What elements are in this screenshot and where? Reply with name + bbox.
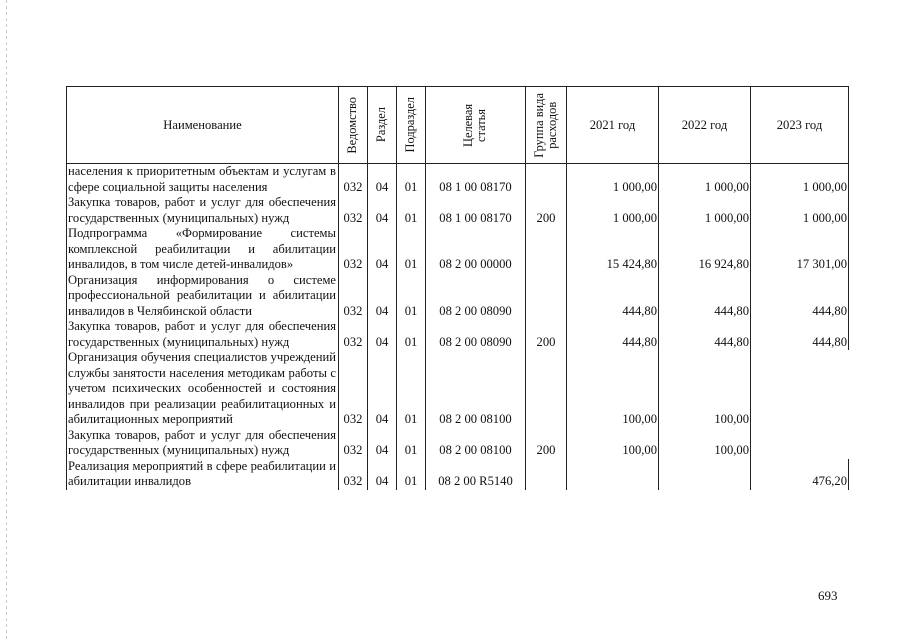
header-2022: 2022 год <box>659 87 751 164</box>
header-gruppa: Группа вида расходов <box>526 87 567 164</box>
table-row <box>67 350 849 428</box>
row-2023: 1 000,00 <box>751 195 849 226</box>
row-podrazdel: 01 <box>397 459 426 490</box>
row-razdel: 04 <box>368 195 397 226</box>
row-2023: 1 000,00 <box>751 164 849 196</box>
row-ved: 032 <box>339 195 368 226</box>
row-2022 <box>659 459 751 490</box>
row-tselevaya: 08 1 00 08170 <box>426 164 526 196</box>
row-gruppa: 200 <box>526 319 567 350</box>
row-2022: 100,00 <box>659 350 751 428</box>
header-name: Наименование <box>67 87 339 164</box>
row-name: населения к приоритетным объектам и услугам в сфере социальной защиты населения <box>67 164 339 196</box>
row-2021 <box>567 459 659 490</box>
row-gruppa <box>526 350 567 428</box>
row-2023 <box>751 428 849 459</box>
row-2021: 15 424,80 <box>567 226 659 273</box>
row-gruppa <box>526 459 567 490</box>
row-tselevaya: 08 2 00 08100 <box>426 350 526 428</box>
table-row <box>67 319 849 350</box>
header-2021: 2021 год <box>567 87 659 164</box>
row-podrazdel: 01 <box>397 164 426 196</box>
table-row <box>67 273 849 320</box>
row-name: Закупка товаров, работ и услуг для обеспечения государственных (муниципальных) нужд <box>67 195 339 226</box>
row-2022: 16 924,80 <box>659 226 751 273</box>
table-row <box>67 164 849 196</box>
row-ved: 032 <box>339 459 368 490</box>
page-number: 693 <box>818 588 838 603</box>
row-gruppa: 200 <box>526 428 567 459</box>
row-ved: 032 <box>339 226 368 273</box>
row-2022: 1 000,00 <box>659 195 751 226</box>
row-tselevaya: 08 2 00 00000 <box>426 226 526 273</box>
row-podrazdel: 01 <box>397 319 426 350</box>
row-name: Подпрограмма «Формирование системы комплексной реабилитации и абилитации инвалидов, в том числе детей-инвалидов» <box>67 226 339 273</box>
table-row <box>67 195 849 226</box>
row-podrazdel: 01 <box>397 195 426 226</box>
row-razdel: 04 <box>368 319 397 350</box>
row-2021: 444,80 <box>567 319 659 350</box>
row-tselevaya: 08 2 00 08090 <box>426 319 526 350</box>
row-2022: 444,80 <box>659 319 751 350</box>
row-gruppa: 200 <box>526 195 567 226</box>
row-tselevaya: 08 2 00 08100 <box>426 428 526 459</box>
header-razdel: Раздел <box>368 87 397 164</box>
row-ved: 032 <box>339 428 368 459</box>
row-name: Организация информирования о системе профессиональной реабилитации и абилитации инвалидов в Челябинской области <box>67 273 339 320</box>
row-tselevaya: 08 2 00 R5140 <box>426 459 526 490</box>
row-razdel: 04 <box>368 273 397 320</box>
row-razdel: 04 <box>368 428 397 459</box>
row-2023: 444,80 <box>751 273 849 320</box>
header-tselevaya: Целевая статья <box>426 87 526 164</box>
row-2023: 476,20 <box>751 459 849 490</box>
row-razdel: 04 <box>368 459 397 490</box>
table-row <box>67 459 849 490</box>
row-2021: 444,80 <box>567 273 659 320</box>
row-ved: 032 <box>339 350 368 428</box>
row-name: Закупка товаров, работ и услуг для обеспечения государственных (муниципальных) нужд <box>67 428 339 459</box>
row-ved: 032 <box>339 164 368 196</box>
row-podrazdel: 01 <box>397 350 426 428</box>
row-gruppa <box>526 273 567 320</box>
row-razdel: 04 <box>368 226 397 273</box>
table-row <box>67 226 849 273</box>
row-gruppa <box>526 164 567 196</box>
row-2023: 444,80 <box>751 319 849 350</box>
row-2021: 100,00 <box>567 428 659 459</box>
row-razdel: 04 <box>368 164 397 196</box>
row-2021: 1 000,00 <box>567 195 659 226</box>
row-2021: 100,00 <box>567 350 659 428</box>
budget-table <box>66 86 849 490</box>
row-2022: 1 000,00 <box>659 164 751 196</box>
row-2022: 444,80 <box>659 273 751 320</box>
scan-edge-line <box>6 0 7 640</box>
row-name: Закупка товаров, работ и услуг для обеспечения государственных (муниципальных) нужд <box>67 319 339 350</box>
table-header-row <box>67 87 849 164</box>
table-row <box>67 428 849 459</box>
header-vedomstvo: Ведомство <box>339 87 368 164</box>
row-razdel: 04 <box>368 350 397 428</box>
header-2023: 2023 год <box>751 87 849 164</box>
row-podrazdel: 01 <box>397 273 426 320</box>
row-podrazdel: 01 <box>397 226 426 273</box>
row-tselevaya: 08 2 00 08090 <box>426 273 526 320</box>
row-2023 <box>751 350 849 428</box>
row-name: Реализация мероприятий в сфере реабилитации и абилитации инвалидов <box>67 459 339 490</box>
row-ved: 032 <box>339 319 368 350</box>
row-gruppa <box>526 226 567 273</box>
row-2023: 17 301,00 <box>751 226 849 273</box>
row-2022: 100,00 <box>659 428 751 459</box>
row-podrazdel: 01 <box>397 428 426 459</box>
row-ved: 032 <box>339 273 368 320</box>
row-name: Организация обучения специалистов учреждений службы занятости населения методикам работы с учетом психических особенностей и состояния инвалидов при реализации реабилитационных и абилитационных мероприятий <box>67 350 339 428</box>
row-tselevaya: 08 1 00 08170 <box>426 195 526 226</box>
header-podrazdel: Подраздел <box>397 87 426 164</box>
row-2021: 1 000,00 <box>567 164 659 196</box>
